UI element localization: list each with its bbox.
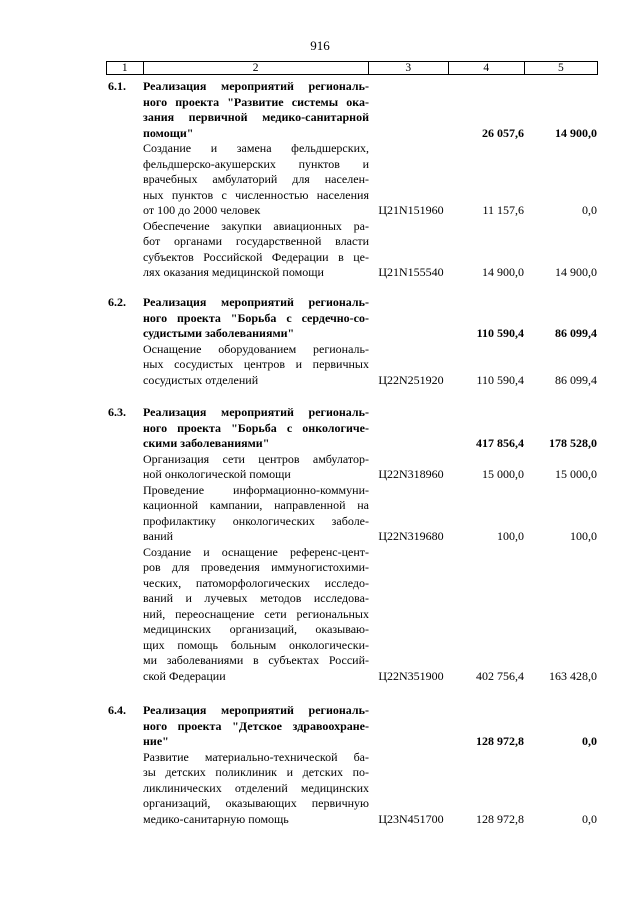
item-code: Ц22N318960 xyxy=(378,467,444,481)
item-text-line: Организация сети центров амбулатор- xyxy=(143,451,369,466)
item-text-line: ных пунктов с численностью населения xyxy=(143,187,369,202)
item-text-line: ний, переоснащение сети региональных xyxy=(143,606,369,621)
item-text-line: бот органами государственной власти xyxy=(143,234,369,248)
item-text-line: ной онкологической помощи xyxy=(143,467,291,481)
item-value-col4: 128 972,8 xyxy=(476,811,524,826)
item-text-line: щих помощь больным онкологически- xyxy=(143,637,369,652)
section-title-line: судистыми заболеваниями" xyxy=(143,326,295,340)
item-value-col4: 110 590,4 xyxy=(476,372,524,387)
item-text-line: от 100 до 2000 человек xyxy=(143,203,261,217)
item-value-col5: 86 099,4 xyxy=(555,372,597,387)
item-text-line: Создание и оснащение референс-цент- xyxy=(143,544,369,559)
item-text-line: ликлинических отделений медицинских xyxy=(143,780,369,795)
item-value-col5: 163 428,0 xyxy=(549,668,597,683)
item-code: Ц21N155540 xyxy=(378,265,444,279)
column-header-1: 1 xyxy=(107,62,144,75)
item-code: Ц21N151960 xyxy=(378,203,444,217)
section-title-line: зания первичной медико-санитарной xyxy=(143,110,369,124)
column-header-2: 2 xyxy=(143,62,368,75)
item-value-col5: 14 900,0 xyxy=(555,265,597,279)
section-total-col4: 110 590,4 xyxy=(476,326,524,340)
item-text-line: Оснащение оборудованием региональ- xyxy=(143,341,369,356)
section-title-line: ного проекта "Борьба с онкологиче- xyxy=(143,420,369,435)
item-value-col4: 11 157,6 xyxy=(482,203,524,217)
item-code: Ц23N451700 xyxy=(378,811,444,826)
column-header-4: 4 xyxy=(448,62,524,75)
section-total-col4: 128 972,8 xyxy=(476,734,524,748)
item-text-line: зы детских поликлиник и детских по- xyxy=(143,765,369,779)
section-title-line: Реализация мероприятий региональ- xyxy=(143,79,369,93)
item-text-line: медицинских организаций, оказываю- xyxy=(143,622,369,636)
item-text-line: Развитие материально-технической ба- xyxy=(143,749,369,764)
item-text-line: ми заболеваниями в субъектах Россий- xyxy=(143,653,369,667)
section-title-line: ного проекта "Борьба с сердечно-со- xyxy=(143,310,369,325)
item-code: Ц22N251920 xyxy=(378,372,444,387)
column-header-5: 5 xyxy=(524,62,597,75)
section-number: 6.3. xyxy=(108,405,126,419)
column-header-3: 3 xyxy=(368,62,448,75)
item-value-col5: 100,0 xyxy=(570,529,597,543)
section-total-col5: 14 900,0 xyxy=(555,125,597,140)
page-number: 916 xyxy=(310,38,330,53)
section-total-col4: 417 856,4 xyxy=(476,436,524,450)
item-text-line: профилактику онкологических заболе- xyxy=(143,513,369,528)
item-text-line: Создание и замена фельдшерских, xyxy=(143,141,369,155)
section-total-col5: 178 528,0 xyxy=(549,436,597,450)
item-value-col4: 100,0 xyxy=(497,529,524,543)
section-title-line: ного проекта "Детское здравоохране- xyxy=(143,718,369,733)
section-total-col5: 0,0 xyxy=(582,734,597,748)
section-title-line: ние" xyxy=(143,734,169,748)
section-title-line: Реализация мероприятий региональ- xyxy=(143,295,369,309)
item-value-col5: 15 000,0 xyxy=(555,467,597,481)
item-text-line: Проведение информационно-коммуни- xyxy=(143,482,369,497)
item-value-col4: 14 900,0 xyxy=(482,265,524,279)
item-text-line: ров для проведения иммуногистохими- xyxy=(143,560,369,574)
item-value-col5: 0,0 xyxy=(582,203,597,217)
item-value-col5: 0,0 xyxy=(582,811,597,826)
section-number: 6.4. xyxy=(108,703,126,717)
section-title-line: Реализация мероприятий региональ- xyxy=(143,405,369,419)
item-text-line: медико-санитарную помощь xyxy=(143,811,289,826)
item-code: Ц22N319680 xyxy=(378,529,444,543)
item-text-line: организаций, оказывающих первичную xyxy=(143,796,369,810)
item-text-line: ческих, патоморфологических исследо- xyxy=(143,575,369,590)
item-code: Ц22N351900 xyxy=(378,668,444,683)
item-value-col4: 15 000,0 xyxy=(482,467,524,481)
section-title-line: скими заболеваниями" xyxy=(143,436,270,450)
item-text-line: фельдшерско-акушерских пунктов и xyxy=(143,156,369,171)
section-total-col4: 26 057,6 xyxy=(482,125,524,140)
section-number: 6.1. xyxy=(108,79,126,93)
item-text-line: сосудистых отделений xyxy=(143,372,259,387)
section-total-col5: 86 099,4 xyxy=(555,326,597,340)
item-text-line: Обеспечение закупки авиационных ра- xyxy=(143,218,369,233)
section-title-line: ного проекта "Развитие системы ока- xyxy=(143,94,369,109)
item-text-line: субъектов Российской Федерации в це- xyxy=(143,249,369,264)
item-text-line: кационной кампании, направленной на xyxy=(143,498,369,512)
item-text-line: ской Федерации xyxy=(143,668,226,683)
section-title-line: Реализация мероприятий региональ- xyxy=(143,703,369,717)
item-text-line: лях оказания медицинской помощи xyxy=(143,265,324,279)
item-text-line: ваний и лучевых методов исследова- xyxy=(143,591,369,605)
item-text-line: ных сосудистых центров и первичных xyxy=(143,357,369,371)
column-header-row xyxy=(106,61,598,75)
item-value-col4: 402 756,4 xyxy=(476,668,524,683)
section-number: 6.2. xyxy=(108,295,126,309)
item-text-line: врачебных амбулаторий для населен- xyxy=(143,172,369,186)
section-title-line: помощи" xyxy=(143,125,194,140)
item-text-line: ваний xyxy=(143,529,174,543)
